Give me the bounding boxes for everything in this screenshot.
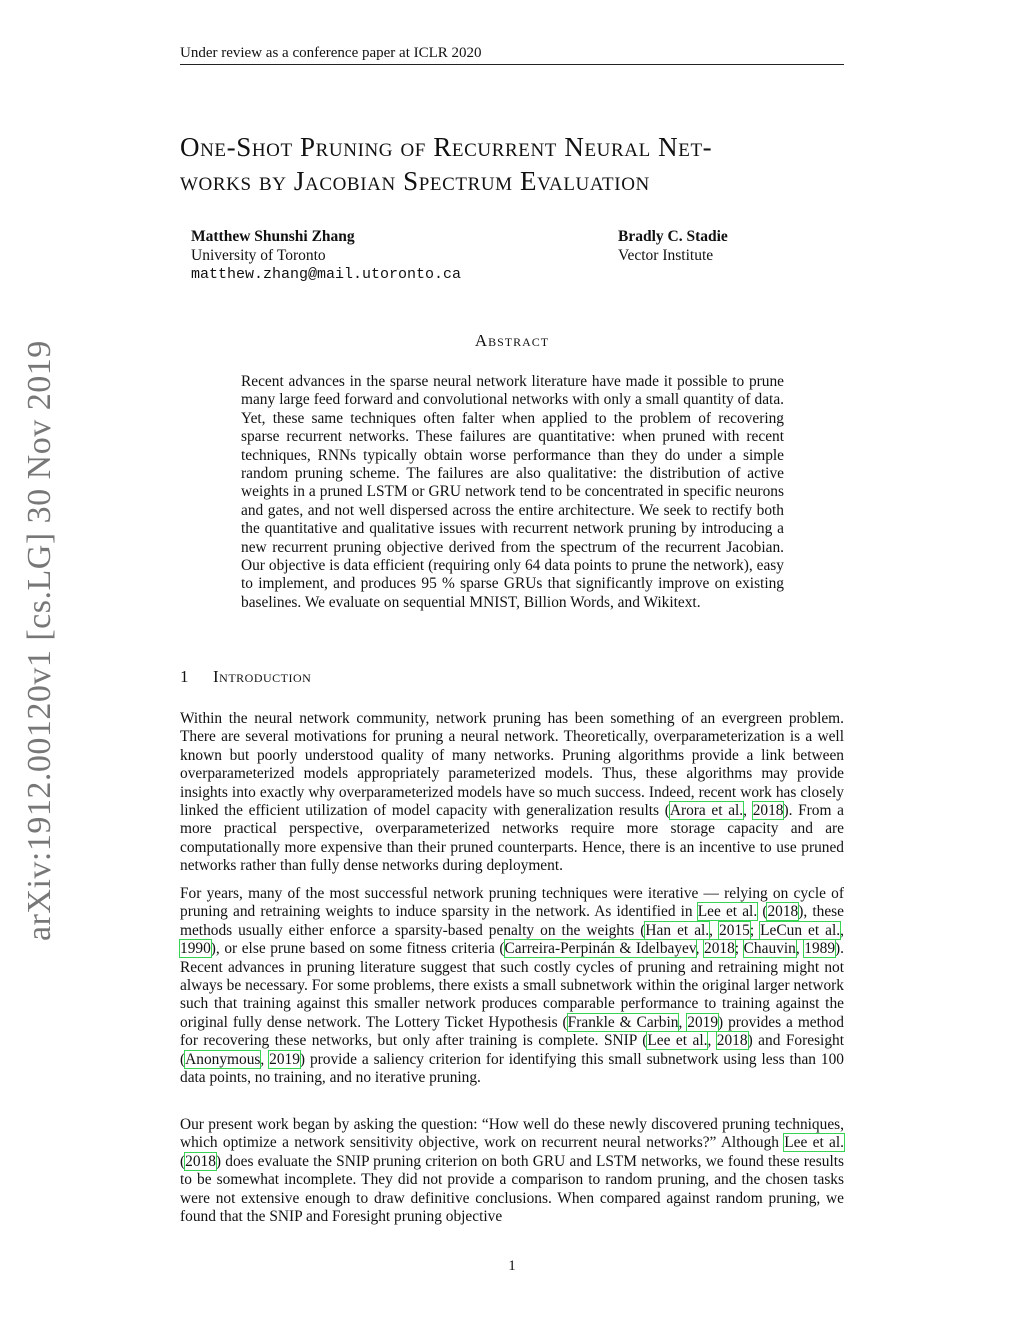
abstract-text: Recent advances in the sparse neural network literature have made it possible to prune many large feed forward and convolutional networks with only a small quantity of data. Yet, these same techniques often falter when applied to the problem of recovering sparse recurrent networks. These failures are quantitative: when pruned with recent techniques, RNNs typically obtain worse performance than they do under a simple random pruning scheme. The failures are also qualitative: the distribution of active weights in a pruned LSTM or GRU network tend to be concentrated in specific neurons and gates, and not well dispersed across the entire architecture. We seek to rectify both the quantitative and qualitative issues with recurrent network pruning by introducing a new recurrent pruning objective derived from the spectrum of the recurrent Jacobian. Our objective is data efficient (requiring only 64 data points to prune the network), easy to implement, and produces 95 % sparse GRUs that significantly improve on existing baselines. We evaluate on sequential MNIST, Billion Words, and Wikitext. bbox=[241, 373, 784, 611]
title-line-2: works by Jacobian Spectrum Evaluation bbox=[180, 166, 650, 196]
text-run: ) provide a saliency criterion for identifying this small subnetwork using less than 100 data points, no training, and no iterative pruning. bbox=[180, 1050, 844, 1087]
text-run: ). From a more practical perspective, overparameterized networks require more storage capacity and are computationally more expensive than their pruned counterparts. Hence, there is an incentive to use pruned networks rather than fully dense networks during deployment. bbox=[180, 802, 844, 875]
citation-link[interactable]: 2015 bbox=[719, 921, 750, 939]
text-run: ) does evaluate the SNIP pruning criterion on both GRU and LSTM networks, we found these results to be somewhat incomplete. They did not provide a comparison to random pruning, and the chosen tasks were not extensive enough to draw definitive conclusions. When compared against random pruning, we found that the SNIP and Foresight pruning objective bbox=[180, 1152, 844, 1226]
author-affiliation: University of Toronto bbox=[191, 247, 326, 264]
citation-link[interactable]: Carreira-Perpinán & Idelbayev bbox=[504, 940, 696, 958]
citation-link[interactable]: LeCun et al. bbox=[760, 921, 841, 939]
text-run: ) and Foresight ( bbox=[180, 1032, 844, 1068]
text-run: ; bbox=[749, 921, 761, 939]
text-run: ). Recent advances in pruning literature suggest that such costly cycles of pruning and retraining might not always be necessary. For some problems, there exists a small subnetwork within the original larger network such that training against this smaller network produces comparable performance to training against the original fully dense network. The Lottery Ticket Hypothesis ( bbox=[180, 940, 845, 1031]
text-run: Our present work began by asking the question: “How well do these newly discovered pruning techniques, which optimize a network sensitivity objective, work on recurrent neural networks?” Although bbox=[180, 1116, 844, 1152]
author-name: Matthew Shunshi Zhang bbox=[191, 228, 355, 245]
citation-link[interactable]: Arora et al. bbox=[669, 802, 744, 820]
text-run: , bbox=[795, 940, 805, 958]
text-run: , bbox=[695, 940, 705, 958]
citation-link[interactable]: Anonymous bbox=[185, 1050, 261, 1068]
citation-link[interactable]: 2018 bbox=[185, 1152, 216, 1170]
citation-link[interactable]: 2018 bbox=[704, 940, 735, 958]
text-run: ( bbox=[180, 1152, 186, 1170]
citation-link[interactable]: 2019 bbox=[269, 1050, 300, 1068]
section-number: 1 bbox=[180, 667, 189, 686]
paragraph-3 bbox=[180, 1116, 844, 1226]
arxiv-identifier: arXiv:1912.00120v1 [cs.LG] 30 Nov 2019 bbox=[21, 340, 58, 941]
text-run: , bbox=[743, 802, 753, 820]
section-title: Introduction bbox=[213, 667, 312, 686]
title-line-1: One-Shot Pruning of Recurrent Neural Net- bbox=[180, 132, 713, 162]
author-block-2 bbox=[618, 227, 728, 265]
text-run: ), these methods usually either enforce a sparsity-based penalty on the weights ( bbox=[180, 903, 844, 939]
text-run: Within the neural network community, network pruning has been something of an evergreen problem. There are several motivations for pruning a neural network. Theoretically, overparameterization is a well known but poorly understood quality of many networks. Pruning algorithms provide a link between overparameterized models appropriately parameterized models. Thus, these algorithms may provide insights into exactly why overparameterized models have so much success. Indeed, recent work has closely linked the efficient utilization of model capacity with generalization results ( bbox=[180, 710, 844, 820]
paragraph-1 bbox=[180, 710, 844, 876]
citation-link[interactable]: 1989 bbox=[804, 940, 836, 958]
page-number: 1 bbox=[508, 1258, 516, 1274]
author-name: Bradly C. Stadie bbox=[618, 228, 728, 245]
citation-link[interactable]: Chauvin bbox=[743, 940, 796, 958]
text-run: , bbox=[709, 921, 720, 939]
author-block-1 bbox=[191, 227, 461, 284]
section-heading bbox=[180, 667, 311, 687]
citation-link[interactable]: 2018 bbox=[716, 1032, 748, 1050]
text-run: ( bbox=[757, 903, 768, 921]
text-run: , bbox=[260, 1050, 270, 1068]
text-run: ) provides a method for recovering these networks, but only after training is complete. SNIP ( bbox=[180, 1013, 844, 1050]
abstract-heading: Abstract bbox=[474, 331, 550, 350]
citation-link[interactable]: Lee et al. bbox=[697, 903, 758, 921]
citation-link[interactable]: 2019 bbox=[687, 1013, 719, 1031]
paragraph-2 bbox=[180, 885, 844, 1087]
author-email[interactable]: matthew.zhang@mail.utoronto.ca bbox=[191, 266, 462, 283]
running-header: Under review as a conference paper at ICLR 2020 bbox=[180, 44, 844, 65]
citation-link[interactable]: Lee et al. bbox=[647, 1032, 708, 1050]
citation-link[interactable]: Lee et al. bbox=[784, 1134, 844, 1152]
text-run: For years, many of the most successful network pruning techniques were iterative — relying on cycle of pruning and retraining weights to induce sparsity in the network. As identified in bbox=[180, 885, 844, 921]
text-run: ; bbox=[734, 940, 744, 958]
citation-link[interactable]: Han et al. bbox=[645, 921, 710, 939]
author-affiliation: Vector Institute bbox=[618, 247, 714, 264]
citation-link[interactable]: Frankle & Carbin bbox=[567, 1013, 679, 1031]
text-run: , bbox=[678, 1013, 688, 1031]
text-run: ), or else prune based on some fitness criteria ( bbox=[210, 940, 505, 958]
citation-link[interactable]: 1990 bbox=[180, 940, 211, 958]
text-run: , bbox=[707, 1032, 717, 1050]
citation-link[interactable]: 2018 bbox=[767, 903, 799, 921]
text-run: , bbox=[840, 921, 844, 939]
paper-title bbox=[180, 130, 860, 198]
citation-link[interactable]: 2018 bbox=[752, 802, 784, 820]
